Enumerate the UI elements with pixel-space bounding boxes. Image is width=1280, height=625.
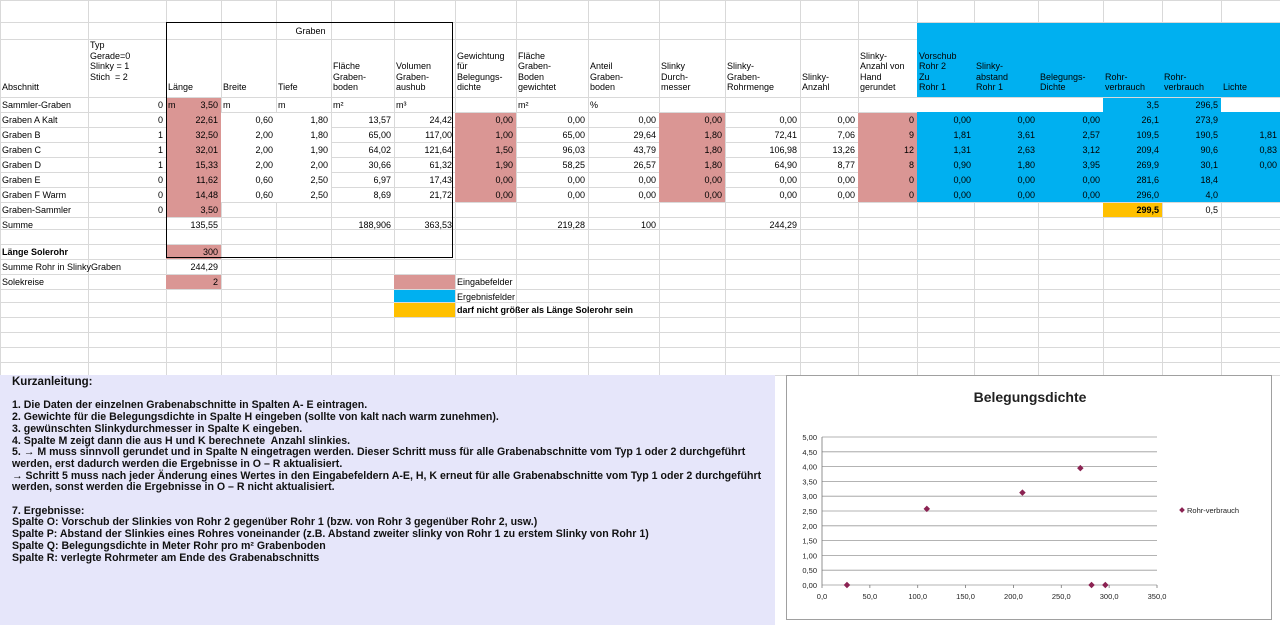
table-cell[interactable]: 61,32: [429, 160, 452, 170]
column-unit: m²: [333, 100, 344, 110]
legend-eingabe-label[interactable]: Eingabefelder: [457, 277, 513, 287]
table-cell[interactable]: 117,00: [425, 130, 452, 140]
table-cell[interactable]: 1,31: [953, 145, 971, 155]
table-cell[interactable]: 0,00: [837, 175, 855, 185]
column-unit: m²: [518, 100, 529, 110]
table-cell[interactable]: 8,69: [373, 190, 391, 200]
row-label[interactable]: Graben-Sammler: [2, 205, 72, 215]
instructions-title: Kurzanleitung:: [12, 376, 93, 388]
table-cell[interactable]: 3,12: [1082, 145, 1100, 155]
column-header-line: Stich = 2: [90, 71, 128, 82]
table-cell[interactable]: 0,00: [495, 175, 513, 185]
y-tick-label: 0,00: [802, 581, 817, 590]
column-header-line: gerundet: [860, 82, 896, 92]
summe-rohr-label[interactable]: Summe Rohr in SlinkyGraben: [2, 262, 122, 272]
x-tick-label: 200,0: [1004, 592, 1023, 601]
column-header-line: Abschnitt: [2, 82, 40, 92]
column-header-line: Fläche: [518, 50, 546, 61]
column-header-line: Belegungs-: [457, 71, 503, 82]
y-tick-label: 5,00: [802, 433, 817, 442]
table-cell[interactable]: 3,95: [1082, 160, 1100, 170]
column-header-line: Rohrmenge: [727, 82, 775, 92]
table-cell[interactable]: 2,00: [255, 160, 273, 170]
table-cell[interactable]: 17,43: [429, 175, 452, 185]
y-tick-label: 4,50: [802, 447, 817, 457]
column-header-line: Graben-: [727, 71, 761, 82]
table-cell[interactable]: 0,00: [779, 115, 797, 125]
table-cell[interactable]: 0,00: [779, 190, 797, 200]
summe-label[interactable]: Summe: [2, 220, 34, 230]
column-unit: m: [223, 100, 231, 110]
table-cell[interactable]: 1,80: [310, 115, 328, 125]
table-cell[interactable]: 1,81: [1259, 130, 1277, 140]
table-cell[interactable]: 0: [157, 175, 163, 185]
table-cell[interactable]: 58,25: [562, 160, 585, 170]
summe-laenge[interactable]: 135,55: [190, 220, 218, 230]
row-label[interactable]: Graben B: [2, 130, 41, 140]
table-cell[interactable]: 0,83: [1259, 145, 1277, 155]
table-cell[interactable]: 2,50: [310, 175, 328, 185]
row-label[interactable]: Graben F Warm: [2, 190, 67, 200]
column-header-line: Länge: [168, 82, 194, 92]
data-point: [844, 582, 851, 589]
column-header-line: Lichte: [1223, 82, 1248, 92]
column-header-line: Typ: [90, 40, 105, 50]
summe-flaeche[interactable]: 188,906: [358, 220, 391, 230]
table-cell[interactable]: 30,66: [368, 160, 391, 170]
column-header-line: Dichte: [1040, 82, 1066, 92]
column-header-line: Graben-: [396, 71, 430, 82]
table-cell[interactable]: 65,00: [368, 130, 391, 140]
column-header-line: Boden: [518, 71, 545, 82]
table-cell[interactable]: 2,50: [310, 190, 328, 200]
y-tick-label: 3,00: [802, 492, 817, 502]
table-cell[interactable]: 281,6: [1136, 175, 1159, 185]
table-cell[interactable]: 0,5: [1205, 205, 1218, 215]
column-unit: %: [590, 100, 599, 110]
belegungsdichte-chart[interactable]: [786, 375, 1272, 620]
table-cell[interactable]: 0,60: [255, 175, 273, 185]
table-cell[interactable]: 30,1: [1200, 160, 1218, 170]
instruction-line: 3. gewünschten Slinkydurchmesser in Spalte K eingeben.: [12, 422, 303, 435]
table-cell[interactable]: 2,00: [255, 130, 273, 140]
table-cell[interactable]: 3,61: [1017, 130, 1035, 140]
legend-ergebnis-label[interactable]: Ergebnisfelder: [457, 292, 516, 302]
instruction-line: 7. Ergebnisse:: [12, 504, 85, 517]
data-point: [1102, 582, 1109, 589]
graben-group-label: Graben: [295, 26, 326, 36]
instruction-line: 5. → M muss sinnvoll gerundet und in Spalte N eingetragen werden. Dieser Schritt muss für alle Grabenabschnitte vom Typ 1 oder 2 durchgeführt werden, erst dadurch werden die Ergebnisse in O – R aktualisiert.: [12, 446, 749, 470]
instruction-line: Spalte R: verlegte Rohrmeter am Ende des Grabenabschnitts: [12, 551, 320, 564]
table-cell[interactable]: 0,00: [567, 115, 585, 125]
solekreise-label[interactable]: Solekreise: [2, 277, 45, 287]
y-tick-label: 2,50: [802, 507, 817, 516]
column-header-line: abstand: [976, 71, 1009, 82]
table-cell[interactable]: 0,00: [704, 190, 722, 200]
table-cell[interactable]: 269,9: [1136, 160, 1159, 170]
table-cell[interactable]: 24,42: [429, 115, 452, 125]
table-cell[interactable]: 1,80: [704, 160, 722, 170]
table-cell[interactable]: 0,00: [1017, 115, 1035, 125]
table-cell[interactable]: 0,00: [704, 115, 722, 125]
table-cell[interactable]: 0,00: [704, 175, 722, 185]
column-header-line: Breite: [223, 82, 247, 92]
column-header-line: messer: [661, 82, 691, 92]
table-cell[interactable]: 0,00: [837, 115, 855, 125]
column-header-line: Anteil: [590, 61, 613, 71]
table-cell[interactable]: 11,62: [196, 175, 218, 185]
table-cell[interactable]: 1,50: [495, 145, 513, 155]
table-cell[interactable]: 96,03: [562, 145, 585, 155]
column-header-line: Graben-: [518, 61, 552, 71]
x-tick-label: 250,0: [1051, 592, 1071, 601]
column-unit: m: [278, 100, 286, 110]
summe-rohrmenge[interactable]: 244,29: [769, 220, 797, 230]
table-cell[interactable]: 0,00: [638, 175, 656, 185]
table-cell[interactable]: 18,4: [1200, 175, 1218, 185]
grid-line-h: [0, 347, 1280, 348]
row-label[interactable]: Graben C: [2, 145, 42, 155]
table-cell[interactable]: 0,90: [953, 160, 971, 170]
table-cell[interactable]: 0,00: [638, 115, 656, 125]
column-header-line: Gewichtung: [457, 50, 505, 61]
table-cell[interactable]: 13,26: [832, 145, 855, 155]
table-cell[interactable]: 0,00: [837, 190, 855, 200]
table-cell[interactable]: 0,00: [638, 190, 656, 200]
column-header-line: Slinky-: [860, 50, 888, 61]
data-point: [1019, 489, 1026, 496]
table-cell[interactable]: 1: [157, 145, 163, 155]
dummy: [221, 113, 331, 202]
table-cell[interactable]: 3,50: [200, 205, 218, 215]
column-header-line: Rohr 1: [976, 82, 1004, 92]
data-point: [1077, 465, 1084, 472]
table-cell[interactable]: 0: [157, 115, 163, 125]
table-cell[interactable]: 0,00: [953, 190, 971, 200]
column-header-line: Vorschub: [919, 50, 957, 61]
column-header-line: boden: [590, 82, 616, 92]
input-column-fill: [858, 113, 917, 202]
column-header-line: verbrauch: [1164, 82, 1205, 92]
legend-pink-swatch: [394, 275, 455, 289]
table-cell[interactable]: 26,1: [1141, 115, 1159, 125]
table-cell[interactable]: 0: [908, 115, 914, 125]
instruction-line: → Schritt 5 muss nach jeder Änderung eines Wertes in den Eingabefeldern A-E, H, K erneut für alle Grabenabschnitte vom Typ 1 oder 2 durchgeführt werden, sonst werden die Ergebnisse in O – R nicht aktualisiert.: [12, 469, 765, 494]
x-tick-label: 0,0: [816, 592, 828, 601]
table-cell[interactable]: 2,57: [1082, 130, 1100, 140]
table-cell[interactable]: 3,5: [1146, 100, 1159, 110]
table-cell[interactable]: 0,00: [953, 175, 971, 185]
table-cell[interactable]: 15,33: [195, 160, 218, 170]
table-cell[interactable]: 1,90: [310, 145, 328, 155]
table-cell[interactable]: 0,00: [779, 175, 797, 185]
table-cell[interactable]: 0: [908, 190, 914, 200]
summe-volumen[interactable]: 363,53: [424, 220, 452, 230]
instruction-line: Spalte O: Vorschub der Slinkies von Rohr 2 gegenüber Rohr 1 (bzw. von Rohr 3 gegenüber Rohr 2, usw.): [12, 516, 538, 529]
x-tick-label: 300,0: [1099, 592, 1119, 601]
x-tick-label: 350,0: [1147, 592, 1167, 601]
table-cell[interactable]: 0,00: [1082, 115, 1100, 125]
sammler-row-white: [917, 98, 1280, 112]
table-cell[interactable]: 29,64: [633, 130, 656, 140]
chart-title: Belegungsdichte: [973, 389, 1087, 405]
input-column-fill: [455, 113, 516, 202]
summe-anteil[interactable]: 100: [640, 220, 656, 230]
column-header-line: Slinky-: [727, 61, 755, 71]
table-cell[interactable]: 64,02: [368, 145, 391, 155]
column-header-line: Rohr-: [1164, 71, 1187, 82]
grid-line-h: [0, 317, 1280, 318]
column-header-line: Volumen: [396, 61, 432, 71]
grid-line-h: [0, 362, 1280, 363]
table-cell[interactable]: 2,00: [255, 145, 273, 155]
table-cell[interactable]: 6,97: [373, 175, 391, 185]
table-cell[interactable]: 296,0: [1136, 190, 1159, 200]
column-header-line: aushub: [396, 82, 426, 92]
grid-line-h: [0, 289, 1280, 290]
table-cell[interactable]: 8,77: [837, 160, 855, 170]
y-tick-label: 0,50: [802, 566, 817, 576]
data-point: [1088, 582, 1095, 589]
table-cell[interactable]: 8: [908, 160, 914, 170]
table-cell[interactable]: 65,00: [562, 130, 585, 140]
column-header-line: Slinky = 1: [90, 61, 130, 71]
table-cell[interactable]: 1,80: [310, 130, 328, 140]
laenge-solerohr-label[interactable]: Länge Solerohr: [2, 247, 69, 257]
grid-line-h: [0, 217, 1280, 218]
table-cell[interactable]: 90,6: [1200, 145, 1218, 155]
laenge-solerohr-input[interactable]: 300: [202, 247, 218, 257]
instruction-line: 2. Gewichte für die Belegungsdichte in Spalte H eingeben (sollte von kalt nach warm zunehmen).: [12, 411, 499, 424]
table-cell[interactable]: 299,5: [1136, 205, 1159, 215]
table-cell[interactable]: 0,00: [1017, 190, 1035, 200]
column-header-line: Tiefe: [278, 82, 298, 92]
table-cell[interactable]: 1,80: [1017, 160, 1035, 170]
row-label[interactable]: Graben A Kalt: [2, 115, 58, 125]
column-header-line: Rohr 1: [919, 82, 947, 92]
table-cell[interactable]: 296,5: [1195, 100, 1218, 110]
table-cell[interactable]: 7,06: [837, 130, 855, 140]
y-tick-label: 3,50: [802, 477, 817, 487]
table-cell[interactable]: 0,00: [1082, 175, 1100, 185]
table-cell[interactable]: 0,00: [567, 190, 585, 200]
row-label[interactable]: Sammler-Graben: [2, 100, 72, 110]
table-cell[interactable]: 1,80: [704, 130, 722, 140]
column-header-line: boden: [333, 82, 359, 92]
table-cell[interactable]: 0: [908, 175, 914, 185]
column-header-line: verbrauch: [1105, 82, 1146, 92]
table-cell[interactable]: 13,57: [368, 115, 391, 125]
column-header-line: Graben-: [333, 71, 367, 82]
grid-line-h: [0, 332, 1280, 333]
chart-svg: [787, 376, 1273, 621]
table-cell[interactable]: 2,00: [310, 160, 328, 170]
table-cell[interactable]: 0,00: [1259, 160, 1277, 170]
table-cell[interactable]: 1,81: [953, 130, 971, 140]
table-cell[interactable]: 121,64: [424, 145, 452, 155]
y-tick-label: 1,50: [802, 536, 817, 546]
instruction-line: Spalte P: Abstand der Slinkies eines Rohres voneinander (z.B. Abstand zweiter slinky von Rohr 1 zu erstem Slinky von Rohr 1): [12, 528, 649, 541]
column-header-line: für: [457, 61, 468, 71]
column-header-line: Fläche: [333, 61, 361, 71]
table-cell[interactable]: 0: [157, 205, 163, 215]
row-label[interactable]: Graben E: [2, 175, 41, 185]
column-header-line: dichte: [457, 82, 482, 92]
table-cell[interactable]: 3,50: [200, 100, 218, 110]
column-header-line: Slinky-: [976, 61, 1004, 71]
x-tick-label: 50,0: [862, 592, 878, 601]
table-cell[interactable]: 12: [903, 145, 914, 155]
row-label[interactable]: Graben D: [2, 160, 42, 170]
y-tick-label: 1,00: [802, 551, 817, 561]
instruction-line: 1. Die Daten der einzelnen Grabenabschnitte in Spalten A- E eintragen.: [12, 399, 368, 412]
table-cell[interactable]: 0,60: [255, 190, 273, 200]
table-cell[interactable]: 1,00: [495, 130, 513, 140]
table-cell[interactable]: 32,50: [195, 130, 218, 140]
table-cell[interactable]: 0,00: [953, 115, 971, 125]
instruction-line: 4. Spalte M zeigt dann die aus H und K berechnete Anzahl slinkies.: [12, 434, 351, 447]
column-unit: m: [168, 100, 176, 110]
table-cell[interactable]: 0,00: [567, 175, 585, 185]
summe-rohr-value[interactable]: 244,29: [190, 262, 218, 272]
table-cell[interactable]: 106,98: [769, 145, 797, 155]
column-header-line: Rohr-: [1105, 71, 1128, 82]
table-cell[interactable]: 2,63: [1017, 145, 1035, 155]
column-header-line: Graben-: [590, 71, 624, 82]
column-header-line: Zu: [919, 71, 930, 82]
table-cell[interactable]: 0,00: [495, 115, 513, 125]
column-header-line: Slinky: [661, 61, 686, 71]
table-cell[interactable]: 43,79: [633, 145, 656, 155]
column-header-line: Anzahl: [802, 82, 830, 92]
table-cell[interactable]: 0: [157, 100, 163, 110]
grid-line-h: [0, 0, 1280, 1]
column-header-line: Anzahl von: [860, 61, 905, 71]
summe-flaeche-gew[interactable]: 219,28: [557, 220, 585, 230]
table-cell[interactable]: 0,00: [1082, 190, 1100, 200]
x-tick-label: 100,0: [908, 592, 928, 601]
table-cell[interactable]: 4,0: [1205, 190, 1218, 200]
legend-yellow-swatch: [394, 303, 455, 317]
table-cell[interactable]: 0,60: [255, 115, 273, 125]
legend-blue-swatch: [394, 290, 455, 302]
solekreise-input[interactable]: 2: [212, 277, 218, 287]
table-cell[interactable]: 72,41: [774, 130, 797, 140]
column-header-line: Slinky-: [802, 71, 830, 82]
table-cell[interactable]: 190,5: [1195, 130, 1218, 140]
table-cell[interactable]: 1,80: [704, 145, 722, 155]
table-cell[interactable]: 64,90: [774, 160, 797, 170]
table-cell[interactable]: 109,5: [1136, 130, 1159, 140]
column-header-line: Gerade=0: [90, 50, 131, 61]
table-cell[interactable]: 32,01: [195, 145, 218, 155]
table-cell[interactable]: 14,48: [195, 190, 218, 200]
table-cell[interactable]: 1,90: [495, 160, 513, 170]
table-cell[interactable]: 1: [157, 130, 163, 140]
table-cell[interactable]: 209,4: [1136, 145, 1159, 155]
instruction-line: Spalte Q: Belegungsdichte in Meter Rohr pro m² Grabenboden: [12, 539, 326, 552]
column-header-line: Belegungs-: [1040, 71, 1086, 82]
table-cell[interactable]: 0,00: [495, 190, 513, 200]
legend-warn-label[interactable]: darf nicht größer als Länge Solerohr sein: [457, 305, 634, 315]
column-header-line: Hand: [860, 71, 882, 82]
column-header-line: Rohr 2: [919, 61, 947, 71]
table-cell[interactable]: 26,57: [633, 160, 656, 170]
table-cell[interactable]: 273,9: [1195, 115, 1218, 125]
legend-marker: [1179, 507, 1185, 513]
legend-label: Rohr-verbrauch: [1187, 506, 1240, 515]
table-cell[interactable]: 22,61: [195, 115, 218, 125]
table-cell[interactable]: 9: [908, 130, 914, 140]
grid-line-h: [0, 259, 1280, 260]
y-tick-label: 2,00: [802, 521, 817, 531]
instructions-box: [0, 375, 775, 625]
instruction-line: [12, 494, 763, 506]
column-header-line: gewichtet: [518, 82, 557, 92]
x-tick-label: 150,0: [956, 592, 975, 601]
table-cell[interactable]: 1: [157, 160, 163, 170]
table-cell[interactable]: 0: [157, 190, 163, 200]
column-header-line: Durch-: [661, 71, 689, 82]
table-cell[interactable]: 0,00: [1017, 175, 1035, 185]
input-column-fill: [659, 113, 725, 202]
table-cell[interactable]: 21,72: [429, 190, 452, 200]
y-tick-label: 4,00: [802, 462, 817, 472]
column-unit: m³: [396, 100, 407, 110]
